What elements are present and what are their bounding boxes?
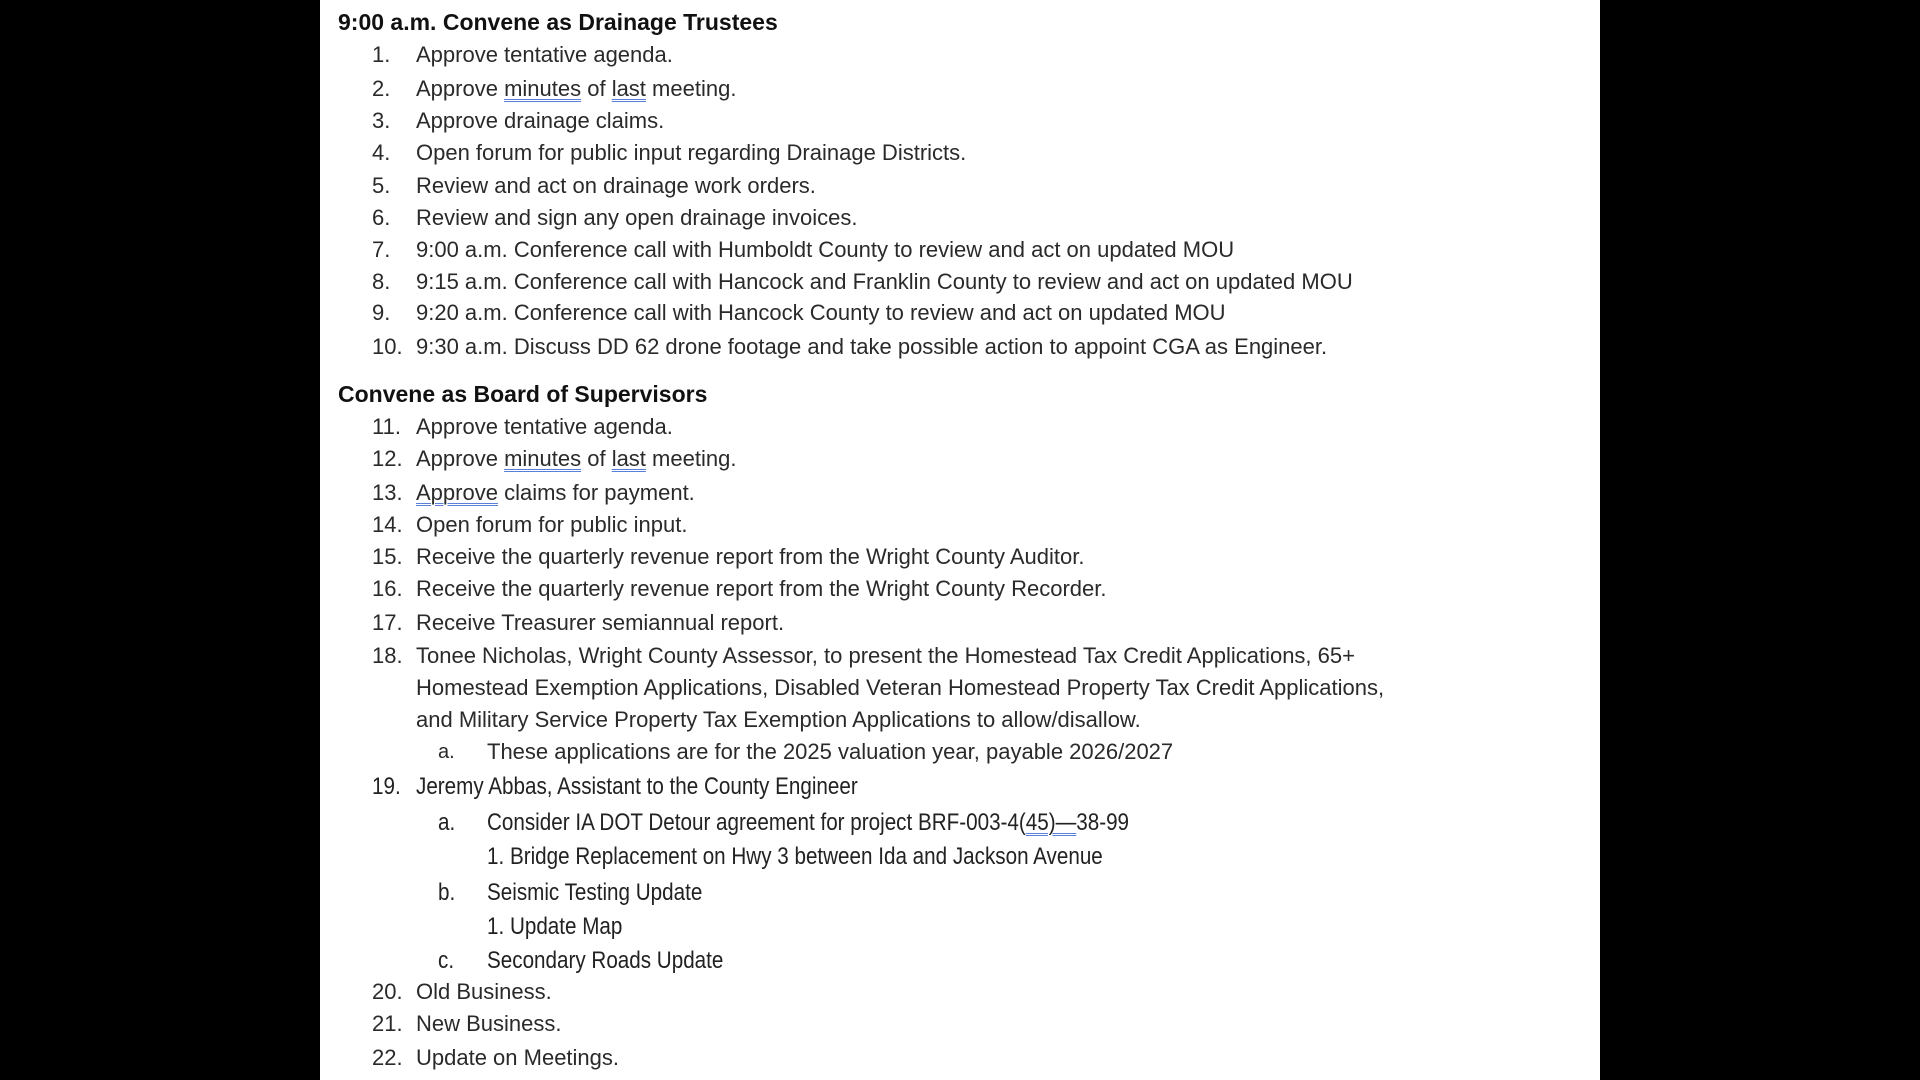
item-number: 20. xyxy=(372,979,403,1004)
agenda-item-1: Approve tentative agenda. xyxy=(416,42,673,67)
spellcheck-flagged-word[interactable]: minutes xyxy=(504,76,582,101)
agenda-item-4: Open forum for public input regarding Drainage Districts. xyxy=(416,140,967,165)
item-number: 9. xyxy=(372,300,391,325)
agenda-item-16: Receive the quarterly revenue report from the Wright County Recorder. xyxy=(416,576,1107,601)
agenda-item-18a: These applications are for the 2025 valuation year, payable 2026/2027 xyxy=(487,739,1174,764)
item-number: 4. xyxy=(372,140,391,165)
agenda-item-6: Review and sign any open drainage invoices. xyxy=(416,205,858,230)
item-number: 8. xyxy=(372,269,391,294)
item-number: 16. xyxy=(372,576,403,601)
item-number: 12. xyxy=(372,446,403,471)
text-part: of xyxy=(581,76,612,101)
agenda-item-19a xyxy=(487,809,1129,837)
sub-item-letter: b. xyxy=(438,879,456,906)
item-number: 11. xyxy=(372,414,401,439)
item-number: 19. xyxy=(372,773,401,800)
item-number: 2. xyxy=(372,76,391,101)
text-part: claims for payment. xyxy=(497,480,695,505)
item-number: 18. xyxy=(372,643,403,668)
item-number: 5. xyxy=(372,173,391,198)
agenda-item-17: Receive Treasurer semiannual report. xyxy=(416,610,785,635)
agenda-item-15: Receive the quarterly revenue report from the Wright County Auditor. xyxy=(416,544,1085,569)
agenda-item-13 xyxy=(416,479,695,507)
document-page xyxy=(320,0,1600,1080)
agenda-item-18-line-1: Tonee Nicholas, Wright County Assessor, to present the Homestead Tax Credit Applications, 65+ xyxy=(416,643,1355,668)
item-number: 10. xyxy=(372,334,403,359)
text-part: meeting. xyxy=(645,446,737,471)
agenda-item-21: New Business. xyxy=(416,1011,562,1036)
agenda-item-9: 9:20 a.m. Conference call with Hancock County to review and act on updated MOU xyxy=(416,300,1226,325)
item-number: 17. xyxy=(372,610,403,635)
item-number: 1. xyxy=(372,42,391,67)
section-heading-board-of-supervisors: Convene as Board of Supervisors xyxy=(338,381,708,407)
sub-item-letter: a. xyxy=(438,741,455,763)
agenda-item-10: 9:30 a.m. Discuss DD 62 drone footage and take possible action to appoint CGA as Engineer. xyxy=(416,334,1328,359)
text-part: meeting. xyxy=(645,76,737,101)
agenda-item-7: 9:00 a.m. Conference call with Humboldt County to review and act on updated MOU xyxy=(416,237,1235,262)
text-part: Approve xyxy=(416,446,505,471)
sub-item-letter: a. xyxy=(438,809,456,836)
item-number: 7. xyxy=(372,237,391,262)
agenda-item-12 xyxy=(416,445,736,473)
sub-item-letter: c. xyxy=(438,947,455,974)
agenda-item-2 xyxy=(416,75,736,103)
agenda-item-20: Old Business. xyxy=(416,979,552,1004)
agenda-item-18-line-2: Homestead Exemption Applications, Disabled Veteran Homestead Property Tax Credit Applications, xyxy=(416,675,1385,700)
agenda-item-3: Approve drainage claims. xyxy=(416,108,665,133)
spellcheck-flagged-word[interactable]: 45)— xyxy=(1025,809,1077,836)
item-number: 21. xyxy=(372,1011,403,1036)
spellcheck-flagged-word[interactable]: last xyxy=(611,76,646,101)
text-part: 38-99 xyxy=(1076,809,1130,836)
item-number: 14. xyxy=(372,512,403,537)
spellcheck-flagged-word[interactable]: Approve xyxy=(416,480,498,505)
spellcheck-flagged-word[interactable]: last xyxy=(611,446,646,471)
text-part: Approve xyxy=(416,76,505,101)
agenda-item-19c: Secondary Roads Update xyxy=(487,947,724,974)
item-number: 15. xyxy=(372,544,403,569)
agenda-item-19b-1: 1. Update Map xyxy=(487,913,623,940)
item-number: 22. xyxy=(372,1045,403,1070)
item-number: 13. xyxy=(372,480,403,505)
text-part: of xyxy=(581,446,612,471)
text-part: Consider IA DOT Detour agreement for project BRF-003-4( xyxy=(487,809,1026,836)
item-number: 6. xyxy=(372,205,391,230)
agenda-item-5: Review and act on drainage work orders. xyxy=(416,173,816,198)
item-number: 3. xyxy=(372,108,391,133)
agenda-item-19: Jeremy Abbas, Assistant to the County Engineer xyxy=(416,773,858,800)
section-heading-drainage-trustees: 9:00 a.m. Convene as Drainage Trustees xyxy=(338,9,778,35)
agenda-item-19a-1: 1. Bridge Replacement on Hwy 3 between Ida and Jackson Avenue xyxy=(487,843,1103,870)
agenda-item-22: Update on Meetings. xyxy=(416,1045,620,1070)
agenda-item-8: 9:15 a.m. Conference call with Hancock and Franklin County to review and act on updated MOU xyxy=(416,269,1353,294)
agenda-item-11: Approve tentative agenda. xyxy=(416,414,673,439)
agenda-item-14: Open forum for public input. xyxy=(416,512,688,537)
agenda-item-19b: Seismic Testing Update xyxy=(487,879,703,906)
agenda-item-18-line-3: and Military Service Property Tax Exemption Applications to allow/disallow. xyxy=(416,707,1141,732)
spellcheck-flagged-word[interactable]: minutes xyxy=(504,446,582,471)
